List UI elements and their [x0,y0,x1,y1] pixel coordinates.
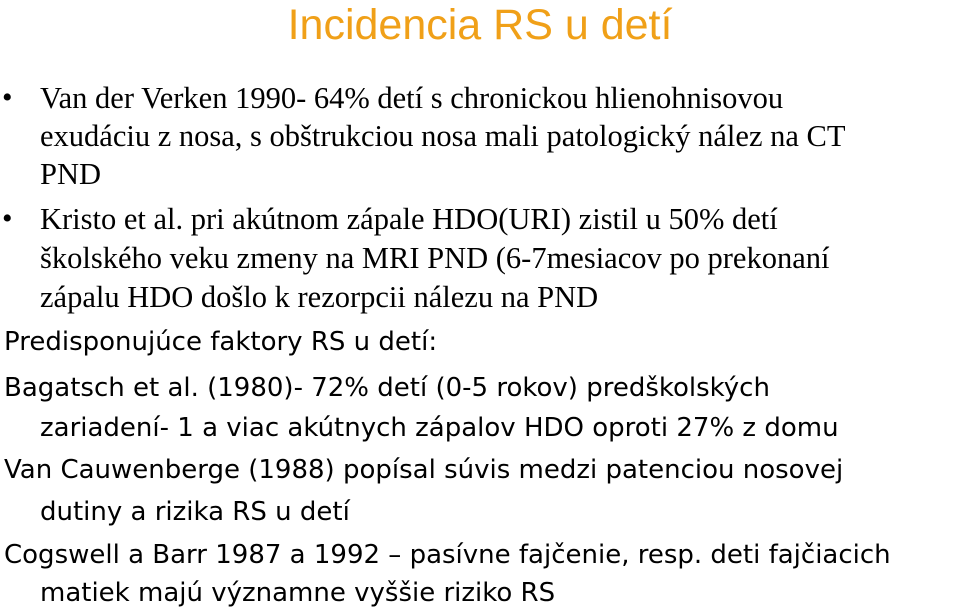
bullet-marker: • [2,81,13,114]
factor-text-line: dutiny a rizika RS u detí [40,497,350,527]
factor-text-line: Van Cauwenberge (1988) popísal súvis medzi patenciou nosovej [4,455,844,485]
bullet-text-line: PND [40,157,102,191]
bullet-marker: • [2,202,13,235]
bullet-text-line: zápalu HDO došlo k rezorpcii nálezu na PND [40,280,599,314]
bullet-text-line: Kristo et al. pri akútnom zápale HDO(URI) zistil u 50% detí [40,202,778,236]
factor-text-line: zariadení- 1 a viac akútnych zápalov HDO oproti 27% z domu [40,413,839,443]
bullet-text-line: exudáciu z nosa, s obštrukciou nosa mali patologický nález na CT [40,119,846,153]
bullet-text-line: školského veku zmeny na MRI PND (6-7mesiacov po prekonaní [40,241,830,275]
factor-text-line: Bagatsch et al. (1980)- 72% detí (0-5 rokov) predškolských [4,373,770,403]
subheading: Predisponujúce faktory RS u detí: [4,327,438,357]
factor-text-line: Cogswell a Barr 1987 a 1992 – pasívne fajčenie, resp. deti fajčiacich [4,540,891,570]
factor-text-line: matiek majú významne vyššie riziko RS [40,578,556,608]
bullet-text-line: Van der Verken 1990- 64% detí s chronickou hlienohnisovou [40,81,784,115]
slide-title: Incidencia RS u detí [287,1,673,49]
